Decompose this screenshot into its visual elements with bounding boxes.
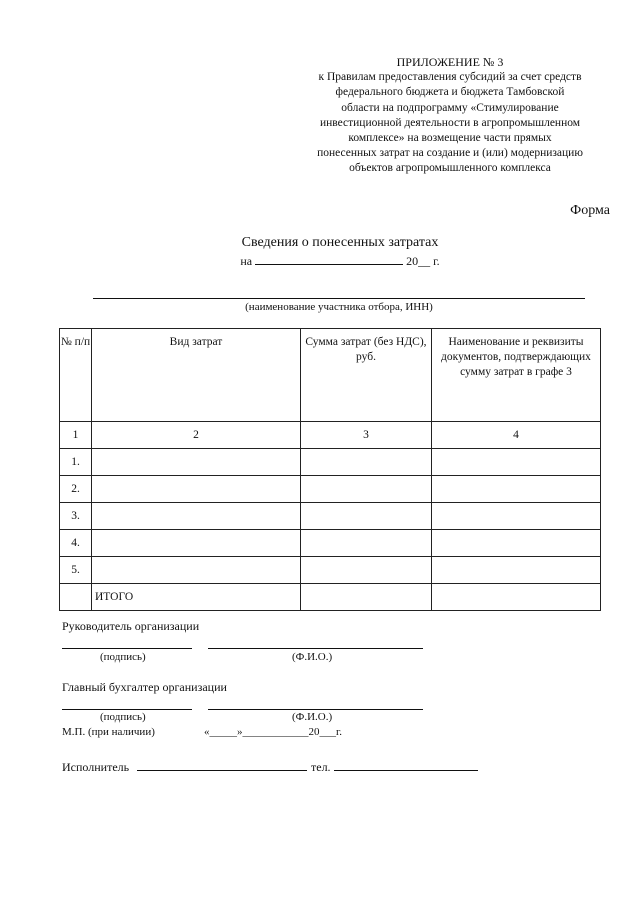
document-title: Сведения о понесенных затратах — [241, 235, 439, 250]
expenses-table — [59, 328, 601, 611]
participant-caption: (наименование участника отбора, ИНН) — [245, 301, 433, 313]
header-number: № п/п — [60, 329, 92, 422]
phone-line[interactable] — [334, 770, 478, 771]
amount-cell[interactable] — [301, 557, 432, 584]
expense-type-cell[interactable] — [92, 449, 301, 476]
column-number: 3 — [301, 422, 432, 449]
total-number-cell — [60, 584, 92, 611]
table-row — [60, 557, 601, 584]
date-year: 20__ г. — [406, 254, 440, 268]
column-number: 2 — [92, 422, 301, 449]
row-number: 4. — [60, 530, 92, 557]
participant-name-line[interactable] — [93, 298, 585, 299]
documents-cell[interactable] — [432, 557, 601, 584]
head-name-caption: (Ф.И.О.) — [292, 651, 333, 663]
accountant-label: Главный бухгалтер организации — [62, 680, 227, 694]
phone-label: тел. — [311, 760, 331, 774]
amount-cell[interactable] — [301, 530, 432, 557]
expense-type-cell[interactable] — [92, 557, 301, 584]
documents-cell[interactable] — [432, 503, 601, 530]
column-number: 1 — [60, 422, 92, 449]
sign-date[interactable]: «_____»____________20___г. — [204, 726, 343, 738]
row-number: 3. — [60, 503, 92, 530]
form-label: Форма — [570, 203, 610, 218]
accountant-name-line[interactable] — [208, 709, 423, 710]
total-documents-cell[interactable] — [432, 584, 601, 611]
appendix-title: ПРИЛОЖЕНИЕ № 3 — [396, 55, 504, 69]
appendix-line: к Правилам предоставления субсидий за счет средств — [318, 71, 582, 84]
row-number: 5. — [60, 557, 92, 584]
accountant-signature-caption: (подпись) — [100, 711, 146, 723]
appendix-line: области на подпрограмму «Стимулирование — [341, 101, 559, 114]
appendix-line: понесенных затрат на создание и (или) модернизацию — [317, 147, 583, 160]
amount-cell[interactable] — [301, 476, 432, 503]
table-row — [60, 449, 601, 476]
executor-line[interactable] — [137, 770, 307, 771]
head-name-line[interactable] — [208, 648, 423, 649]
row-number: 2. — [60, 476, 92, 503]
expense-type-cell[interactable] — [92, 530, 301, 557]
total-amount-cell[interactable] — [301, 584, 432, 611]
amount-cell[interactable] — [301, 449, 432, 476]
header-expense-type: Вид затрат — [92, 329, 301, 422]
appendix-line: федерального бюджета и бюджета Тамбовской — [335, 86, 565, 99]
header-amount: Сумма затрат (без НДС), руб. — [301, 329, 432, 422]
expense-type-cell[interactable] — [92, 503, 301, 530]
executor-label: Исполнитель — [62, 760, 130, 774]
appendix-line: объектов агропромышленного комплекса — [349, 162, 551, 175]
documents-cell[interactable] — [432, 476, 601, 503]
column-number-row — [60, 422, 601, 449]
documents-cell[interactable] — [432, 449, 601, 476]
appendix-header — [300, 55, 600, 177]
appendix-line: комплексе» на возмещение части прямых — [348, 132, 552, 145]
report-date-line — [0, 253, 640, 269]
head-label: Руководитель организации — [62, 619, 200, 633]
table-row — [60, 476, 601, 503]
total-label: ИТОГО — [92, 584, 301, 611]
column-number: 4 — [432, 422, 601, 449]
table-header-row — [60, 329, 601, 422]
table-row — [60, 503, 601, 530]
accountant-signature-line[interactable] — [62, 709, 192, 710]
amount-cell[interactable] — [301, 503, 432, 530]
accountant-name-caption: (Ф.И.О.) — [292, 711, 333, 723]
appendix-line: инвестиционной деятельности в агропромышленном — [319, 116, 581, 129]
expense-type-cell[interactable] — [92, 476, 301, 503]
head-signature-line[interactable] — [62, 648, 192, 649]
table-row — [60, 530, 601, 557]
documents-cell[interactable] — [432, 530, 601, 557]
header-documents: Наименование и реквизиты документов, подтверждающих сумму затрат в графе 3 — [432, 329, 601, 422]
date-blank[interactable] — [255, 253, 403, 265]
stamp-label: М.П. (при наличии) — [62, 726, 155, 738]
row-number: 1. — [60, 449, 92, 476]
head-signature-caption: (подпись) — [100, 651, 146, 663]
date-prefix: на — [240, 254, 253, 268]
total-row — [60, 584, 601, 611]
